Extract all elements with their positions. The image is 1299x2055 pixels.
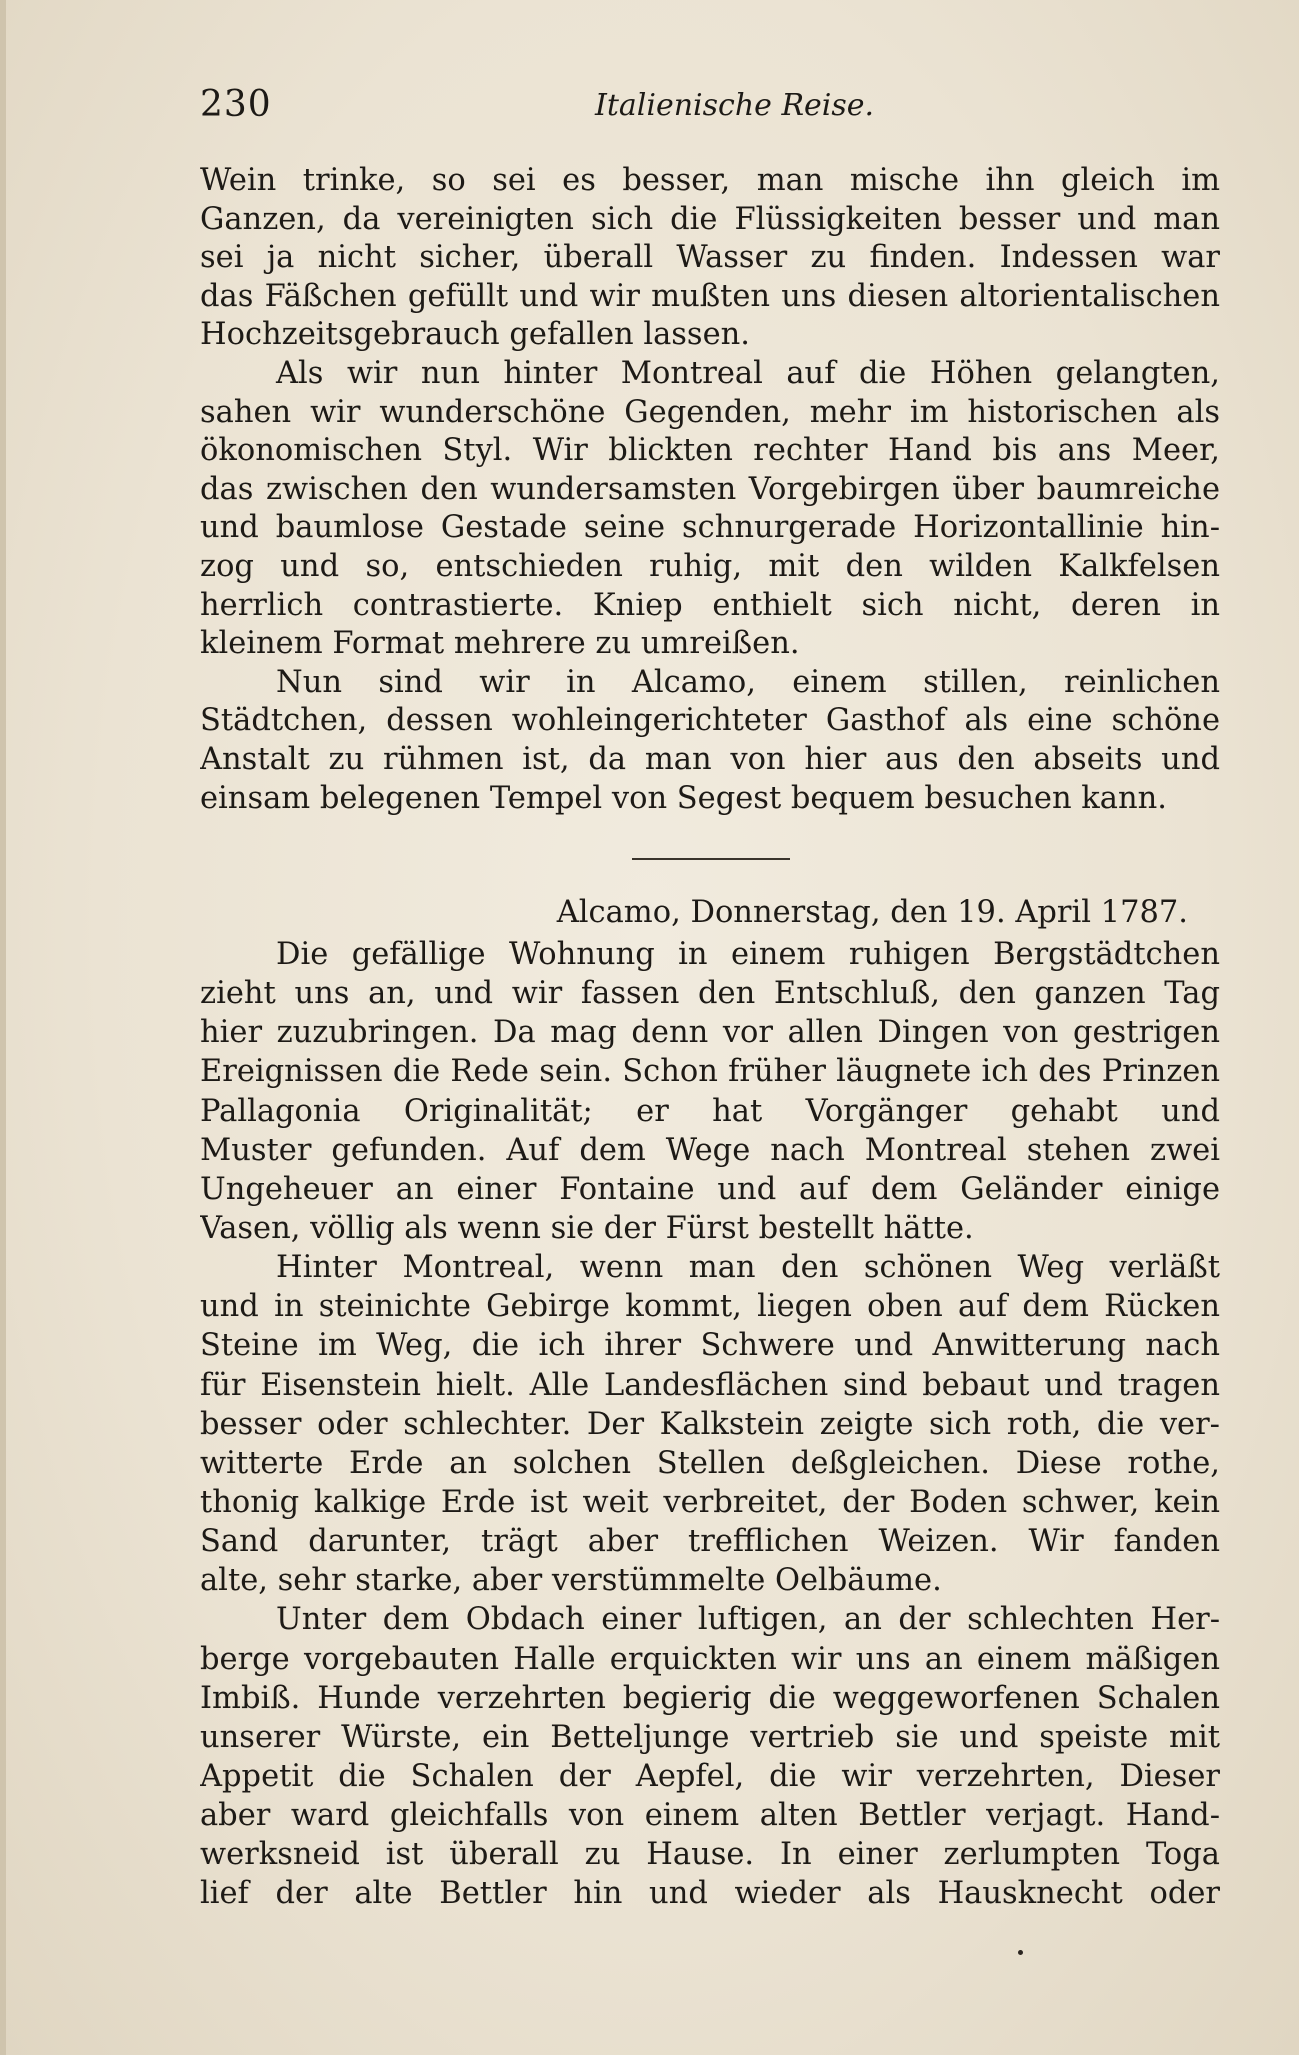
page-gutter-shadow	[0, 0, 6, 2055]
text-line: einsam belegenen Tempel von Segest bequem besuchen kann.	[200, 780, 1167, 816]
text-line: aber ward gleichfalls von einem alten Bettler verjagt. Hand-	[200, 1798, 1220, 1834]
paragraph	[200, 1600, 1220, 1913]
text-line: Hinter Montreal, wenn man den schönen Weg verläßt	[276, 1250, 1220, 1286]
text-line: Sand darunter, trägt aber trefflichen Weizen. Wir fanden	[200, 1524, 1220, 1560]
text-line: zieht uns an, und wir fassen den Entschluß, den ganzen Tag	[200, 976, 1220, 1012]
paragraph	[200, 1248, 1220, 1600]
text-line: werksneid ist überall zu Hause. In einer zerlumpten Toga	[200, 1837, 1220, 1873]
text-line: und baumlose Gestade seine schnurgerade Horizontallinie hin-	[200, 510, 1220, 546]
text-line: Ungeheuer an einer Fontaine und auf dem Geländer einige	[200, 1171, 1220, 1207]
running-head-title: Italienische Reise.	[595, 88, 875, 123]
running-head	[200, 80, 1220, 130]
text-line: Appetit die Schalen der Aepfel, die wir verzehrten, Dieser	[200, 1758, 1220, 1794]
text-line: Die gefällige Wohnung in einem ruhigen Bergstädtchen	[276, 937, 1220, 972]
text-line: und in steinichte Gebirge kommt, liegen oben auf dem Rücken	[200, 1289, 1220, 1325]
section-divider-rule	[632, 858, 790, 860]
text-line: unserer Würste, ein Betteljunge vertrieb sie und speiste mit	[200, 1719, 1220, 1755]
text-line: Unter dem Obdach einer luftigen, an der schlechten Her-	[276, 1602, 1220, 1638]
text-line: Wein trinke, so sei es besser, man mische ihn gleich im	[200, 163, 1220, 198]
text-block-top	[200, 162, 1220, 818]
paragraph	[200, 935, 1220, 1248]
text-line: Vasen, völlig als wenn sie der Fürst bestellt hätte.	[200, 1210, 974, 1246]
text-line: Als wir nun hinter Montreal auf die Höhen gelangten,	[276, 355, 1220, 391]
text-line: Ganzen, da vereinigten sich die Flüssigkeiten besser und man	[200, 201, 1220, 237]
text-line: lief der alte Bettler hin und wieder als Hausknecht oder	[200, 1876, 1220, 1912]
text-line: Steine im Weg, die ich ihrer Schwere und Anwitterung nach	[200, 1328, 1220, 1364]
text-line: thonig kalkige Erde ist weit verbreitet, der Boden schwer, kein	[200, 1484, 1220, 1520]
text-line: Imbiß. Hunde verzehrten begierig die weggeworfenen Schalen	[200, 1680, 1220, 1716]
text-line: für Eisenstein hielt. Alle Landesflächen sind bebaut und tragen	[200, 1367, 1220, 1403]
text-line: Städtchen, dessen wohleingerichteter Gasthof als eine schöne	[200, 703, 1220, 739]
text-line: sahen wir wunderschöne Gegenden, mehr im historischen als	[200, 394, 1220, 430]
text-line: alte, sehr starke, aber verstümmelte Oelbäume.	[200, 1563, 942, 1599]
text-line: kleinem Format mehrere zu umreißen.	[200, 626, 800, 662]
text-line: besser oder schlechter. Der Kalkstein zeigte sich roth, die ver-	[200, 1406, 1220, 1442]
text-block-bottom	[200, 935, 1220, 1914]
text-line: das zwischen den wundersamsten Vorgebirgen über baumreiche	[200, 471, 1220, 507]
text-line: Anstalt zu rühmen ist, da man von hier aus den abseits und	[200, 741, 1220, 777]
text-line: sei ja nicht sicher, überall Wasser zu finden. Indessen war	[200, 240, 1220, 276]
text-line: Muster gefunden. Auf dem Wege nach Montreal stehen zwei	[200, 1132, 1220, 1168]
text-line: ökonomischen Styl. Wir blickten rechter Hand bis ans Meer,	[200, 433, 1220, 469]
text-line: hier zuzubringen. Da mag denn vor allen Dingen von gestrigen	[200, 1015, 1220, 1051]
text-line: Ereignissen die Rede sein. Schon früher läugnete ich des Prinzen	[200, 1054, 1220, 1090]
paragraph	[200, 355, 1220, 664]
text-line: herrlich contrastierte. Kniep enthielt sich nicht, deren in	[200, 587, 1220, 623]
paragraph	[200, 162, 1220, 355]
text-line: zog und so, entschieden ruhig, mit den wilden Kalkfelsen	[200, 548, 1220, 584]
text-line: Hochzeitsgebrauch gefallen lassen.	[200, 317, 750, 353]
text-line: Nun sind wir in Alcamo, einem stillen, reinlichen	[276, 664, 1220, 700]
text-line: berge vorgebauten Halle erquickten wir uns an einem mäßigen	[200, 1641, 1220, 1677]
paragraph	[200, 664, 1220, 818]
ink-speck	[1018, 1950, 1023, 1955]
text-line: Pallagonia Originalität; er hat Vorgänger gehabt und	[200, 1093, 1220, 1129]
text-line: das Fäßchen gefüllt und wir mußten uns diesen altorientalischen	[200, 278, 1220, 314]
dateline: Alcamo, Donnerstag, den 19. April 1787.	[556, 895, 1188, 930]
page-number: 230	[200, 84, 272, 125]
text-line: witterte Erde an solchen Stellen deßgleichen. Diese rothe,	[200, 1445, 1220, 1481]
